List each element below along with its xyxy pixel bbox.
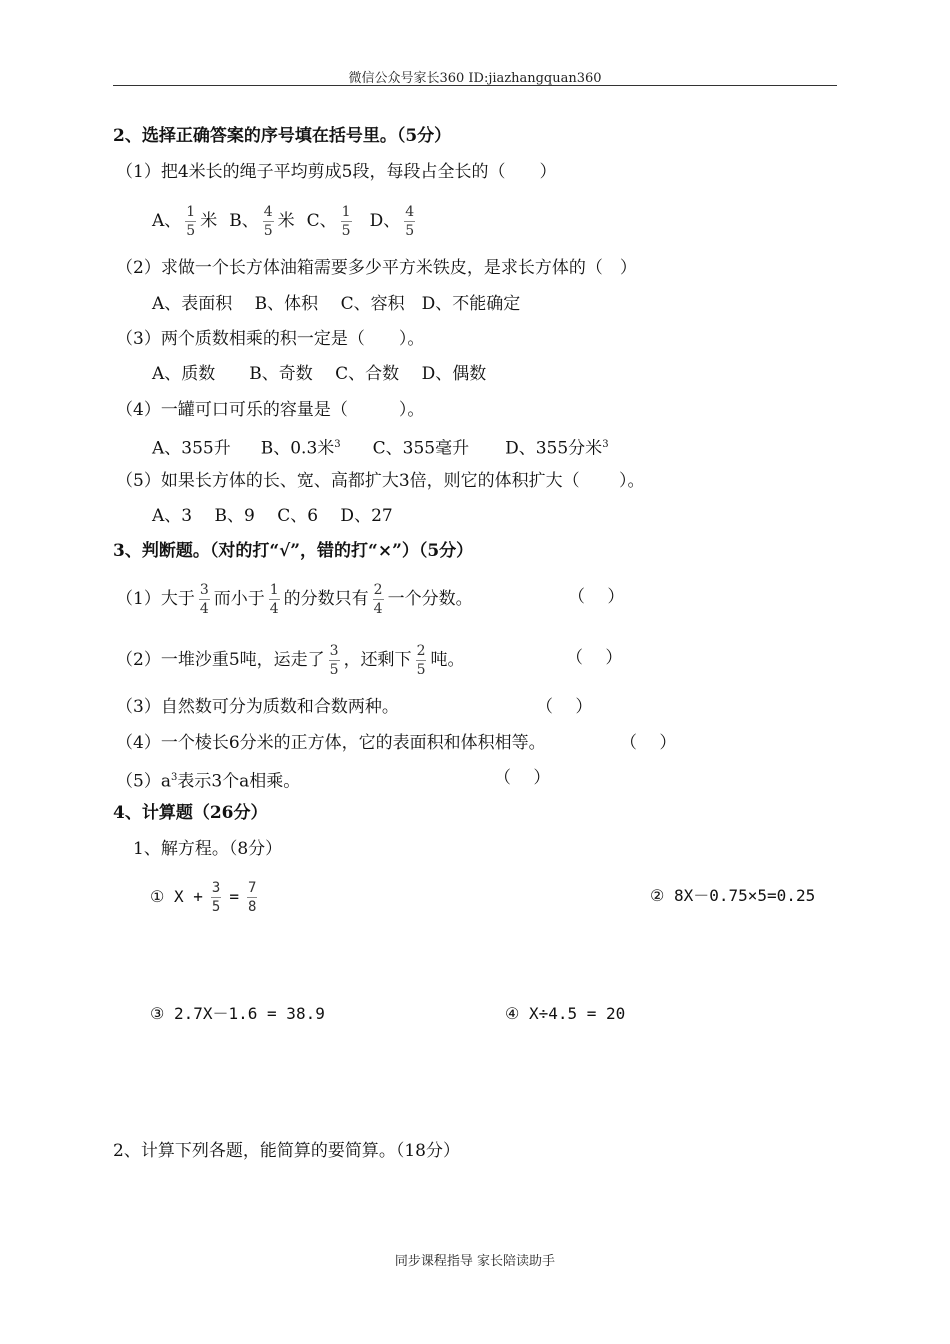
opt-d: D、355分米 xyxy=(505,438,603,459)
denominator: 4 xyxy=(269,601,279,617)
text: （2）一堆沙重5吨，运走了 xyxy=(116,650,325,670)
equation-3: ③ 2.7X－1.6 = 38.9 xyxy=(150,1004,325,1023)
text: = xyxy=(229,887,239,906)
opt-b: B、0.3米 xyxy=(260,438,335,459)
text: ① X + xyxy=(150,887,203,906)
s3-q1 xyxy=(116,582,473,617)
denominator: 5 xyxy=(341,223,351,239)
numerator: 1 xyxy=(341,204,351,220)
numerator: 1 xyxy=(269,582,279,598)
opt-a: A、355升 xyxy=(152,438,231,459)
text: 吨。 xyxy=(430,650,465,670)
s4-sub1: 1、解方程。（8分） xyxy=(133,839,283,859)
s2-q3-options: A、质数 B、奇数 C、合数 D、偶数 xyxy=(152,364,487,384)
equation-4: ④ X÷4.5 = 20 xyxy=(505,1004,626,1023)
text: 表示3个a相乘。 xyxy=(177,771,301,792)
text: （1）大于 xyxy=(116,589,195,609)
text: ，还剩下 xyxy=(343,650,412,670)
equation-1 xyxy=(150,880,265,914)
fraction xyxy=(341,204,352,239)
denominator: 5 xyxy=(263,223,273,239)
answer-paren: （ ） xyxy=(568,587,625,607)
s3-q3: （3）自然数可分为质数和合数两种。 xyxy=(116,697,399,717)
text: （5）a xyxy=(116,771,171,792)
text: 一个分数。 xyxy=(387,589,473,609)
numerator: 7 xyxy=(247,880,257,896)
answer-paren: （ ） xyxy=(620,733,677,753)
text: 而小于 xyxy=(213,589,265,609)
section-2-title: 2、选择正确答案的序号填在括号里。（5分） xyxy=(113,126,452,146)
fraction xyxy=(269,582,280,617)
s3-q2 xyxy=(116,643,465,678)
opt-b-label: B、 xyxy=(229,211,259,231)
opt-c: C、355毫升 xyxy=(372,438,470,459)
s2-q5-options: A、3 B、9 C、6 D、27 xyxy=(152,506,393,526)
page-footer: 同步课程指导 家长陪读助手 xyxy=(394,1254,556,1269)
s3-q5 xyxy=(116,766,300,790)
s2-q2-stem: （2）求做一个长方体油箱需要多少平方米铁皮，是求长方体的（ ） xyxy=(116,258,637,278)
denominator: 5 xyxy=(329,662,339,678)
unit: 米 xyxy=(200,211,218,231)
s2-q4-stem: （4）一罐可口可乐的容量是（ ）。 xyxy=(116,400,425,420)
s2-q4-options xyxy=(152,433,609,457)
denominator: 5 xyxy=(416,662,426,678)
s2-q1-options xyxy=(152,204,419,239)
page-header: 微信公众号家长360 ID:jiazhangquan360 xyxy=(348,71,602,86)
s2-q1-stem: （1）把4米长的绳子平均剪成5段，每段占全长的（ ） xyxy=(116,162,557,182)
fraction xyxy=(185,204,196,239)
equation-2: ② 8X－0.75×5=0.25 xyxy=(650,886,816,905)
opt-a-label: A、 xyxy=(152,211,182,231)
section-3-title: 3、判断题。（对的打“√”，错的打“×”）（5分） xyxy=(113,541,474,561)
fraction xyxy=(199,582,210,617)
fraction xyxy=(263,204,274,239)
opt-c-label: C、 xyxy=(306,211,337,231)
fraction xyxy=(329,643,340,678)
answer-paren: （ ） xyxy=(494,768,551,788)
superscript: 3 xyxy=(334,439,341,450)
fraction xyxy=(373,582,384,617)
fraction xyxy=(416,643,427,678)
fraction xyxy=(247,880,257,915)
section-4-title: 4、计算题（26分） xyxy=(113,803,268,823)
denominator: 4 xyxy=(373,601,383,617)
opt-d-label: D、 xyxy=(369,211,401,231)
text: 的分数只有 xyxy=(283,589,369,609)
numerator: 4 xyxy=(263,204,273,220)
s2-q2-options: A、表面积 B、体积 C、容积 D、不能确定 xyxy=(152,294,521,314)
answer-paren: （ ） xyxy=(536,697,593,717)
s4-sub2: 2、计算下列各题，能简算的要简算。（18分） xyxy=(113,1141,460,1161)
numerator: 1 xyxy=(186,204,196,220)
s2-q5-stem: （5）如果长方体的长、宽、高都扩大3倍，则它的体积扩大（ ）。 xyxy=(116,471,645,491)
numerator: 3 xyxy=(199,582,209,598)
s2-q3-stem: （3）两个质数相乘的积一定是（ ）。 xyxy=(116,329,425,349)
denominator: 5 xyxy=(186,223,196,239)
fraction xyxy=(211,880,221,915)
numerator: 3 xyxy=(329,643,339,659)
unit: 米 xyxy=(277,211,295,231)
numerator: 2 xyxy=(373,582,383,598)
superscript: 3 xyxy=(602,439,609,450)
numerator: 4 xyxy=(405,204,415,220)
denominator: 8 xyxy=(247,899,257,915)
superscript: 3 xyxy=(170,772,178,783)
denominator: 5 xyxy=(405,223,415,239)
numerator: 3 xyxy=(211,880,221,896)
fraction xyxy=(404,204,415,239)
header-rule xyxy=(113,85,837,86)
s3-q4: （4）一个棱长6分米的正方体，它的表面积和体积相等。 xyxy=(116,733,546,753)
denominator: 5 xyxy=(211,899,221,915)
answer-paren: （ ） xyxy=(566,648,623,668)
numerator: 2 xyxy=(416,643,426,659)
denominator: 4 xyxy=(199,601,209,617)
